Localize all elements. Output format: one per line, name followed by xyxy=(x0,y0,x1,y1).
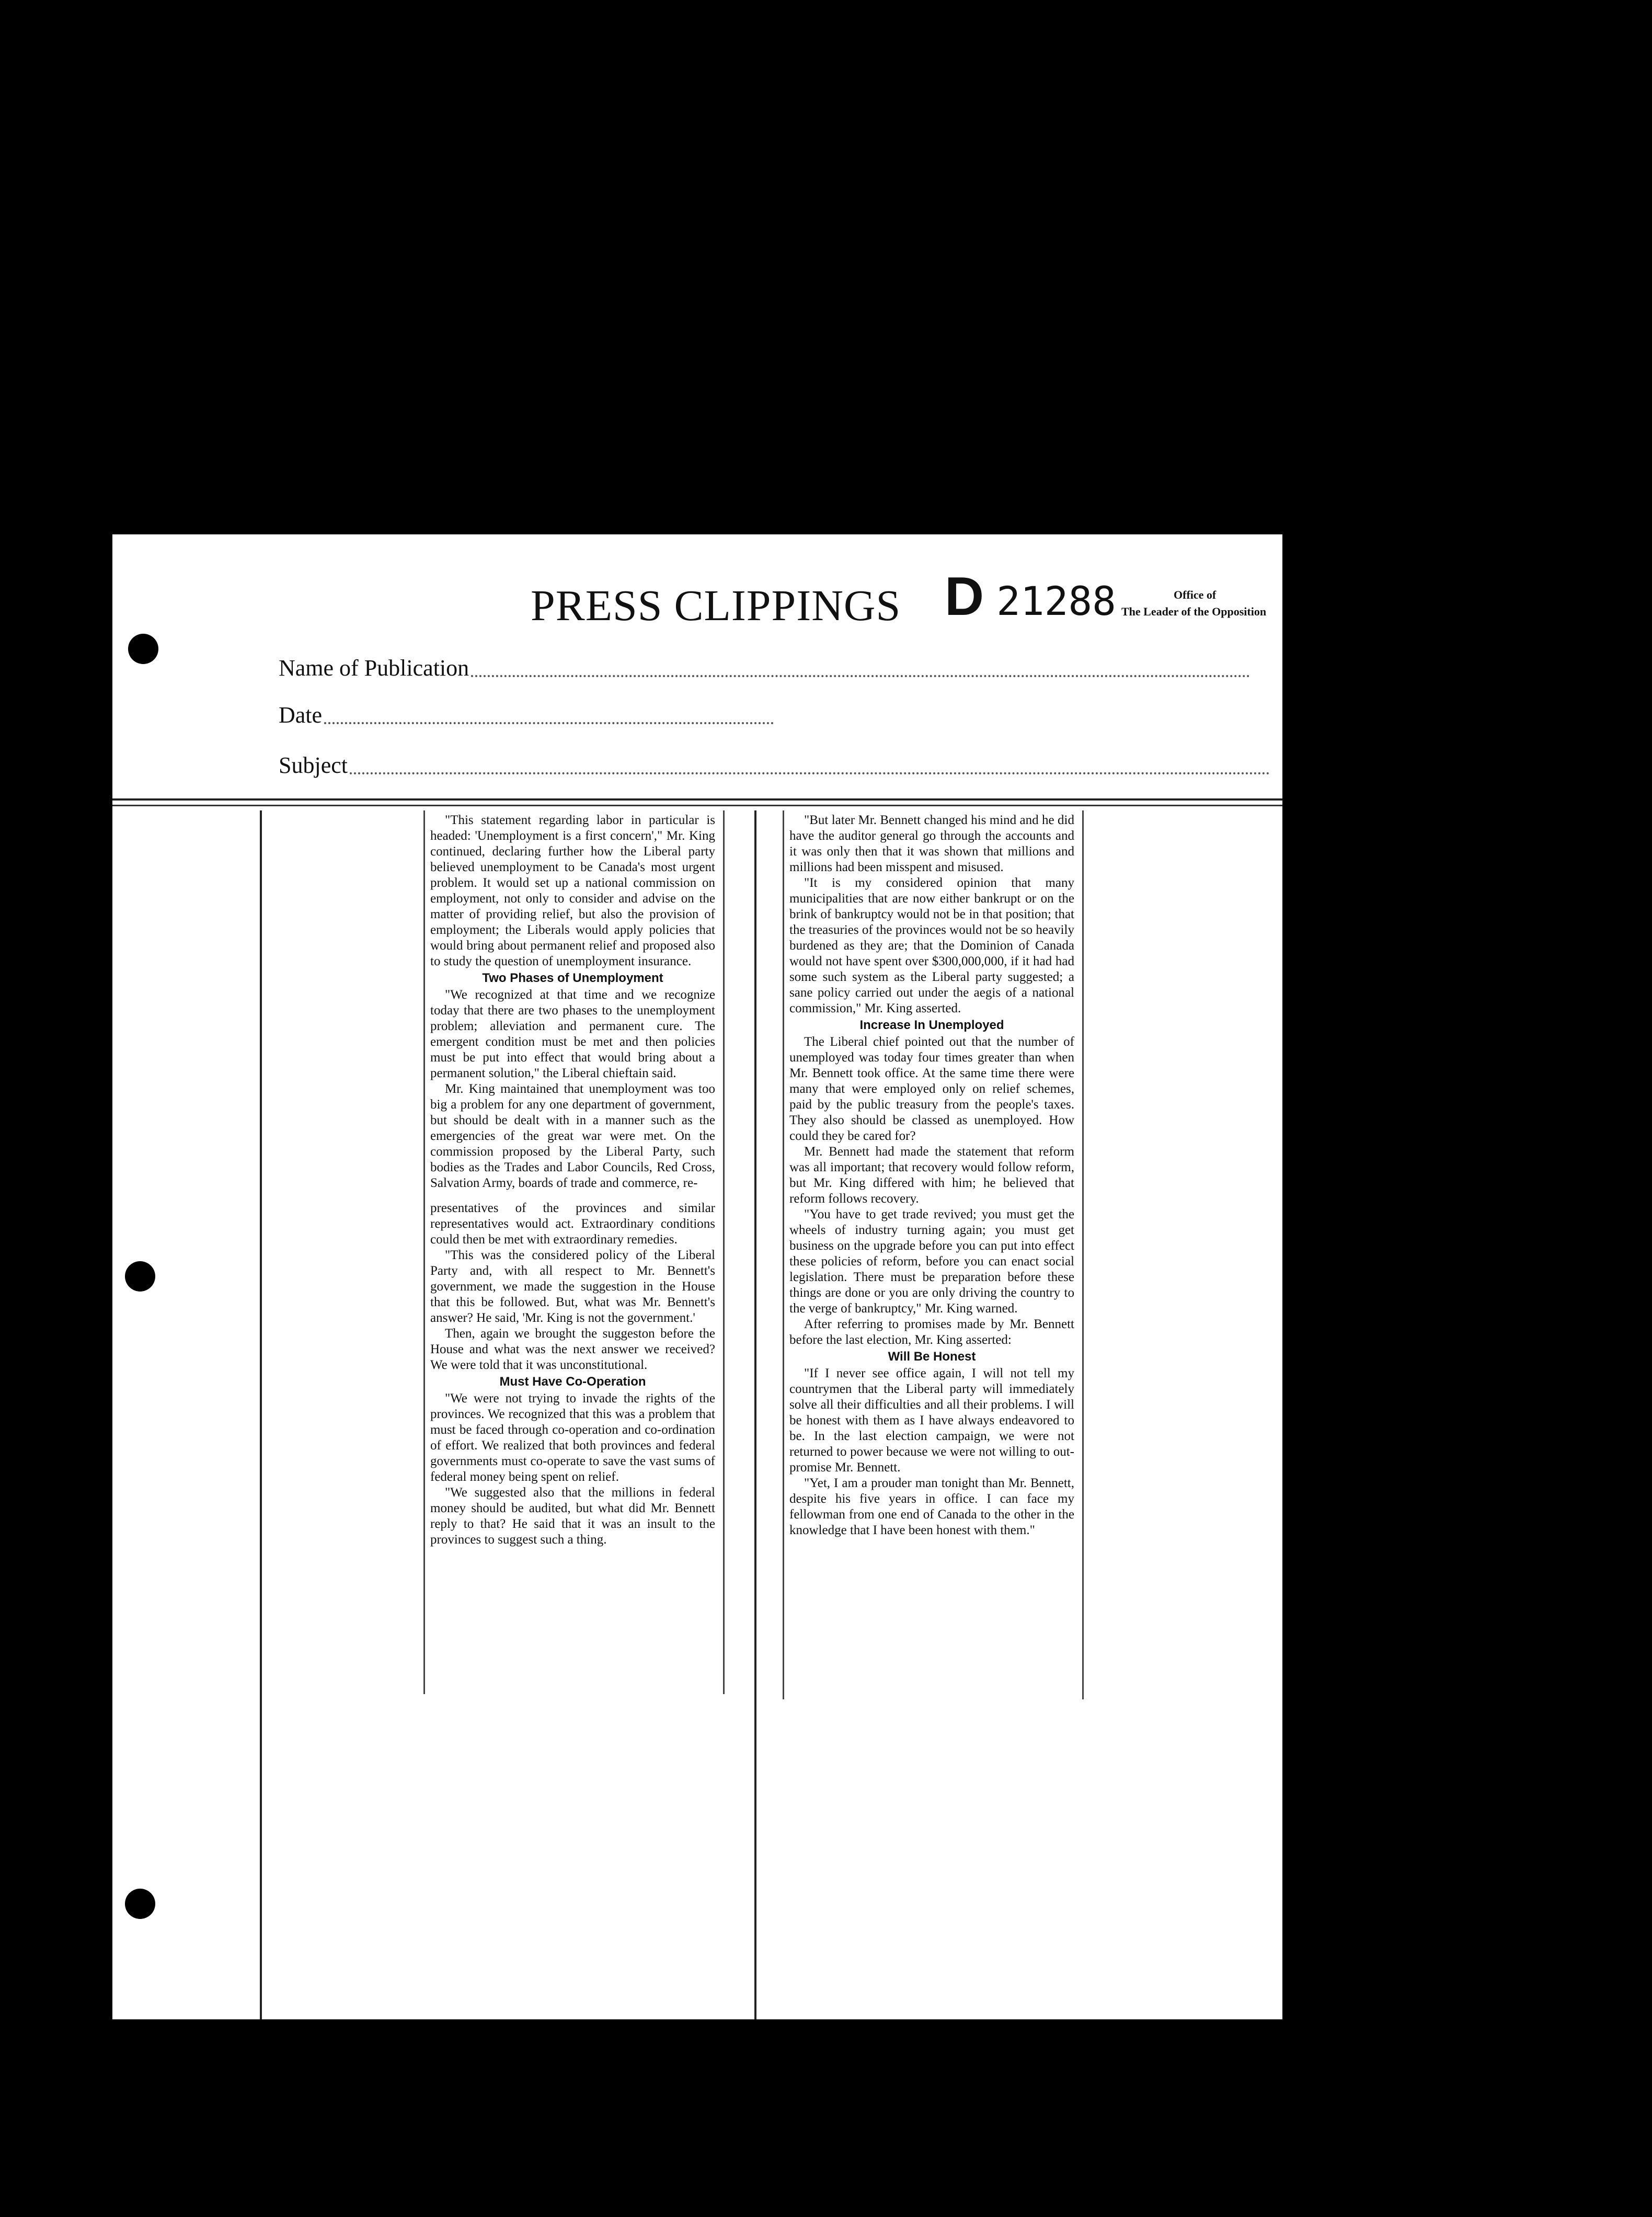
left-margin-line xyxy=(260,810,262,2019)
paragraph: "If I never see office again, I will not tell my countrymen that the Liberal party will immediately solve all their difficulties and all their problems. I will be honest with them as I have always endeavored to be. In the last election campaign, we were not returned to power because we were not willing to out-promise Mr. Bennett. xyxy=(789,1366,1074,1475)
paragraph: "You have to get trade revived; you must get the wheels of industry turning again; you must get business on the upgrade before you can put into effect these policies of reform, before you can enact social legislation. There must be preparation before these things are done or you are only driving the country to the verge of bankruptcy," Mr. King warned. xyxy=(789,1207,1074,1316)
publication-field xyxy=(279,655,1250,681)
header-rule-secondary xyxy=(112,805,1282,806)
paragraph: Then, again we brought the suggeston before the House and what was the next answer we received? We were told that it was unconstitutional. xyxy=(430,1327,715,1372)
subject-field xyxy=(279,752,1270,779)
subheading: Will Be Honest xyxy=(888,1350,976,1364)
document-digits: 21288 xyxy=(996,578,1116,624)
office-line-1: Office of xyxy=(1174,588,1217,601)
subheading: Must Have Co-Operation xyxy=(499,1375,646,1389)
binder-hole-bottom xyxy=(125,1889,155,1919)
subject-dotted-line xyxy=(350,769,1270,774)
paragraph: Mr. Bennett had made the statement that reform was all important; that recovery would follow reform, but Mr. King differed with him; he believed that reform follows recovery. xyxy=(789,1145,1074,1206)
date-field xyxy=(279,702,774,728)
date-dotted-line xyxy=(324,719,774,724)
document-number xyxy=(945,566,1116,628)
subject-label: Subject xyxy=(279,752,348,778)
date-label: Date xyxy=(279,702,323,728)
subheading: Increase In Unemployed xyxy=(859,1018,1004,1032)
paragraph: "We were not trying to invade the rights of the provinces. We recognized that this was a problem that must be faced through co-operation and co-ordination of effort. We realized that both provinces and federal governments must co-operate to save the vast sums of federal money being spent on relief. xyxy=(430,1391,715,1484)
paragraph: "This statement regarding labor in particular is headed: 'Unemployment is a first concern'," Mr. King continued, declaring further how the Liberal party believed unemployment to be Canada's most urgent problem. It would set up a national commission on employment, not only to consider and advise on the matter of providing relief, but also the provision of employment; the Liberals would apply policies that would bring about permanent relief and proposed also to study the question of unemployment insurance. xyxy=(430,813,715,968)
paragraph: "But later Mr. Bennett changed his mind and he did have the auditor general go through the accounts and it was only then that it was shown that millions and millions had been misspent and misused. xyxy=(789,813,1074,874)
publication-label: Name of Publication xyxy=(279,655,469,681)
header-rule xyxy=(112,798,1282,801)
paragraph: "We suggested also that the millions in federal money should be audited, but what did Mr. Bennett reply to that? He said that it was an insult to the provinces to suggest such a thing. xyxy=(430,1485,715,1547)
publication-dotted-line xyxy=(471,672,1250,677)
paragraph: presentatives of the provinces and similar representatives would act. Extraordinary conditions could then be met with extraordinary remedies. xyxy=(430,1201,715,1247)
paragraph: "Yet, I am a prouder man tonight than Mr. Bennett, despite his five years in office. I can face my fellowman from one end of Canada to the other in the knowledge that I have been honest with them." xyxy=(789,1476,1074,1537)
subheading: Two Phases of Unemployment xyxy=(482,971,663,985)
press-clipping-sheet xyxy=(112,534,1282,2019)
paragraph: The Liberal chief pointed out that the number of unemployed was today four times greater than when Mr. Bennett took office. At the same time there were many that were employed only on relief schemes, paid by the public treasury from the people's taxes. They also should be classed as unemployed. How could they be cared for? xyxy=(789,1035,1074,1143)
office-label xyxy=(1121,587,1266,620)
center-divider-line xyxy=(754,810,756,2019)
paragraph: "We recognized at that time and we recognize today that there are two phases to the unemployment problem; alleviation and permanent cure. The emergent condition must be met and then policies must be put into effect that would bring about a permanent solution," the Liberal chieftain said. xyxy=(430,988,715,1080)
left-clipping-column xyxy=(430,813,715,1548)
paragraph: Mr. King maintained that unemployment was too big a problem for any one department of government, but should be dealt with in a manner such as the emergencies of the great war were met. On the commission proposed by the Liberal Party, such bodies as the Trades and Labor Councils, Red Cross, Salvation Army, boards of trade and commerce, re- xyxy=(430,1082,715,1190)
paragraph: After referring to promises made by Mr. Bennett before the last election, Mr. King asserted: xyxy=(789,1317,1074,1347)
binder-hole-top xyxy=(128,634,158,664)
binder-hole-middle xyxy=(125,1261,155,1292)
paragraph: "It is my considered opinion that many municipalities that are now either bankrupt or on the brink of bankruptcy would not be in that position; that the treasuries of the provinces would not be so heavily burdened as they are; that the Dominion of Canada would not have spent over $300,000,000, if it had had some such system as the Liberal party suggested; a sane policy carried out under the aegis of a national commission," Mr. King asserted. xyxy=(789,876,1074,1015)
page-title: PRESS CLIPPINGS xyxy=(531,581,901,630)
right-clipping-column xyxy=(789,813,1074,1538)
office-line-2: The Leader of the Opposition xyxy=(1121,605,1267,618)
paragraph: "This was the considered policy of the Liberal Party and, with all respect to Mr. Bennett's government, we made the suggestion in the House that this be followed. But, what was Mr. Bennett's answer? He said, 'Mr. King is not the government.' xyxy=(430,1248,715,1325)
document-prefix: D xyxy=(945,566,984,627)
